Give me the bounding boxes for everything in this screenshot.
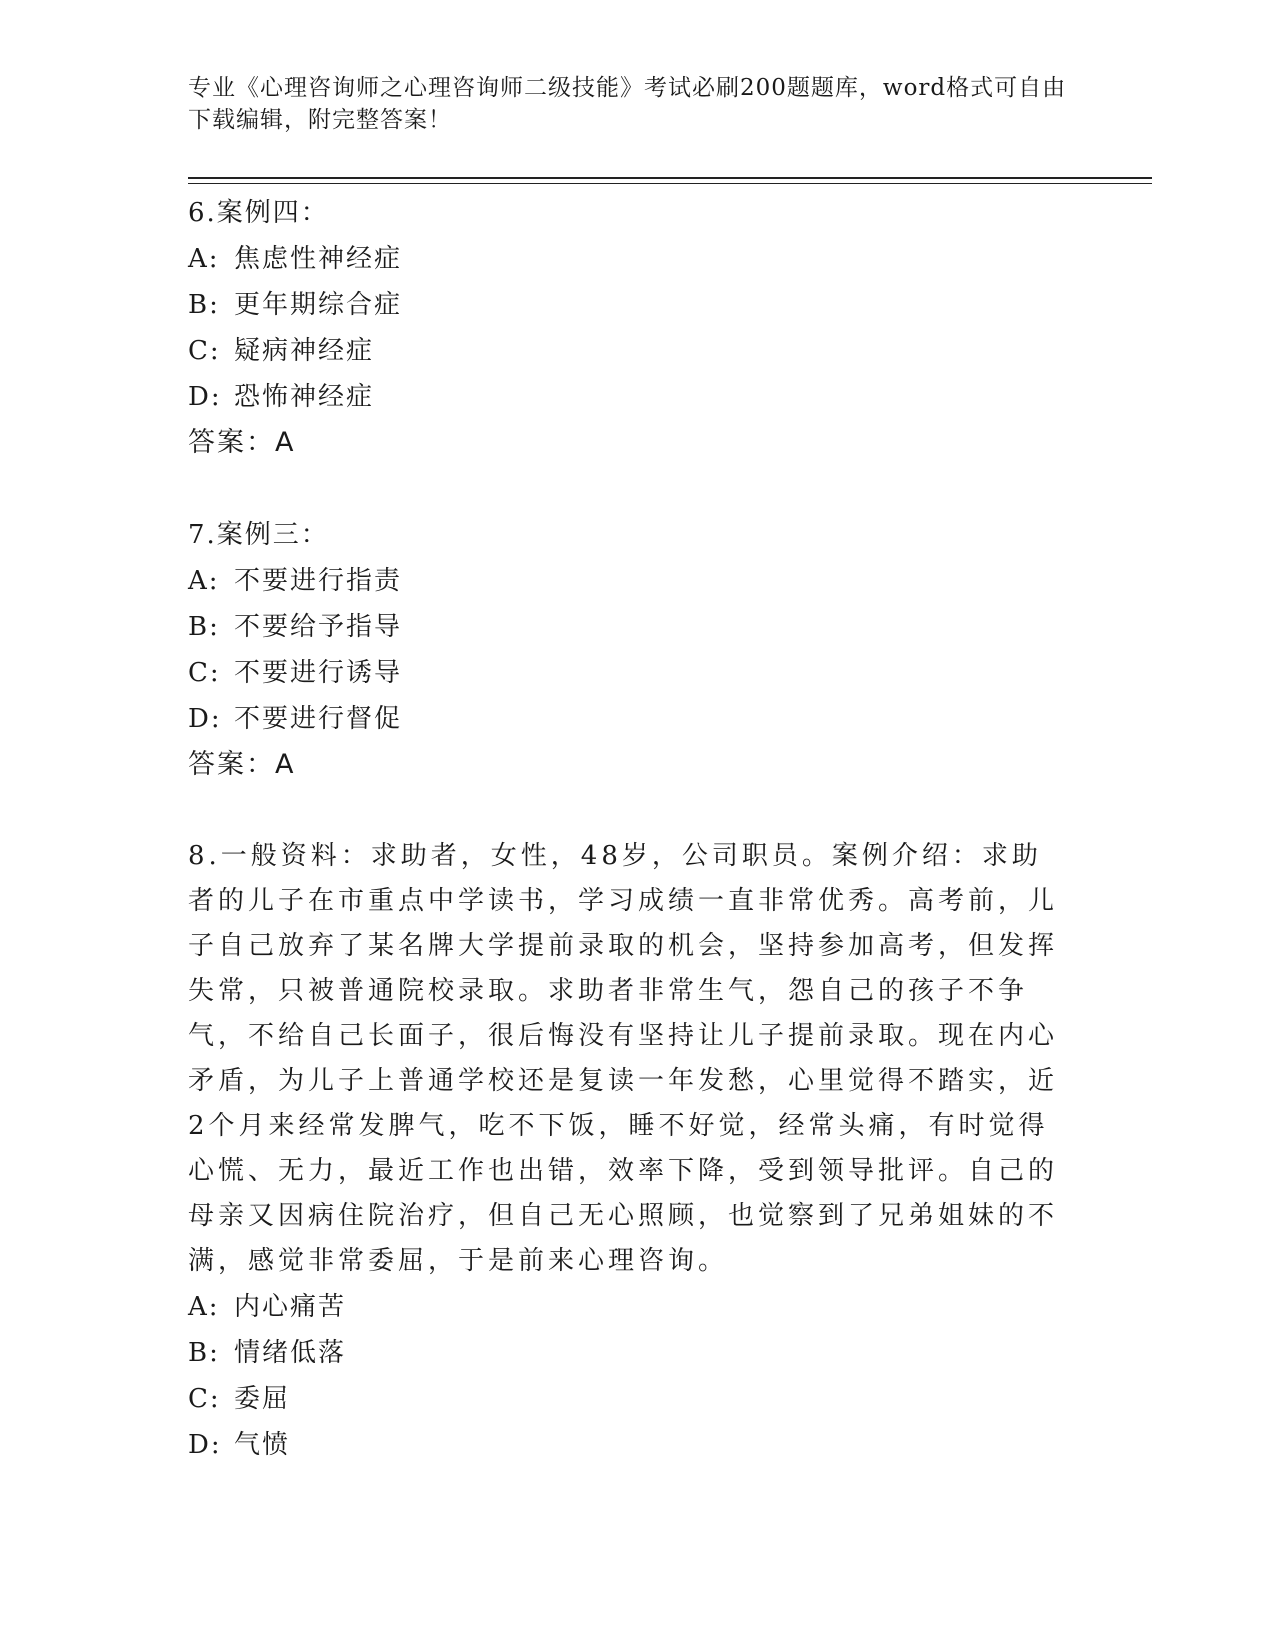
option-letter: D: [188, 382, 222, 412]
option-letter: D: [188, 1430, 222, 1460]
option-text: 气愤 [234, 1430, 291, 1460]
option-letter: C: [188, 1384, 221, 1414]
option-text: 不要进行督促 [234, 704, 403, 734]
option-a [188, 1284, 1068, 1330]
option-text: 不要进行诱导 [234, 658, 403, 688]
header-divider [188, 177, 1152, 179]
option-d [188, 374, 1068, 420]
question-7 [188, 512, 1068, 788]
option-b [188, 1330, 1068, 1376]
option-text: 委屈 [234, 1384, 291, 1414]
option-d [188, 1422, 1068, 1468]
option-letter: A: [188, 566, 220, 596]
question-stem: 6.案例四： [188, 198, 329, 228]
option-text: 更年期综合症 [234, 290, 403, 320]
option-letter: C: [188, 658, 221, 688]
option-letter: B: [188, 1338, 220, 1368]
option-text: 不要进行指责 [234, 566, 403, 596]
option-text: 疑病神经症 [234, 336, 375, 366]
option-letter: A: [188, 1292, 220, 1322]
option-text: 情绪低落 [234, 1338, 347, 1368]
option-letter: C: [188, 336, 221, 366]
option-a [188, 236, 1068, 282]
option-text: 内心痛苦 [234, 1292, 347, 1322]
answer: 答案：A [188, 749, 296, 780]
question-list [188, 190, 1068, 1514]
option-d [188, 696, 1068, 742]
option-text: 焦虑性神经症 [234, 244, 403, 274]
option-b [188, 282, 1068, 328]
question-stem: 7.案例三： [188, 520, 329, 550]
option-c [188, 1376, 1068, 1422]
document-header: 专业《心理咨询师之心理咨询师二级技能》考试必刷200题题库，word格式可自由下载编辑，附完整答案！ [188, 75, 1067, 133]
option-text: 恐怖神经症 [234, 382, 375, 412]
option-letter: A: [188, 244, 220, 274]
option-b [188, 604, 1068, 650]
question-8 [188, 834, 1068, 1468]
option-a [188, 558, 1068, 604]
option-c [188, 650, 1068, 696]
header-divider-thin [188, 183, 1152, 184]
option-letter: B: [188, 290, 220, 320]
option-c [188, 328, 1068, 374]
question-6 [188, 190, 1068, 466]
option-text: 不要给予指导 [234, 612, 403, 642]
option-letter: B: [188, 612, 220, 642]
option-letter: D: [188, 704, 222, 734]
question-stem: 8.一般资料：求助者，女性，48岁，公司职员。案例介绍：求助者的儿子在市重点中学读书，学习成绩一直非常优秀。高考前，儿子自己放弃了某名牌大学提前录取的机会，坚持参加高考，但发挥失常，只被普通院校录取。求助者非常生气，怨自己的孩子不争气，不给自己长面子，很后悔没有坚持让儿子提前录取。现在内心矛盾，为儿子上普通学校还是复读一年发愁，心里觉得不踏实，近2个月来经常发脾气，吃不下饭，睡不好觉，经常头痛，有时觉得心慌、无力，最近工作也出错，效率下降，受到领导批评。自己的母亲又因病住院治疗，但自己无心照顾，也觉察到了兄弟姐妹的不满，感觉非常委屈，于是前来心理咨询。 [188, 841, 1059, 1276]
answer: 答案：A [188, 427, 296, 458]
